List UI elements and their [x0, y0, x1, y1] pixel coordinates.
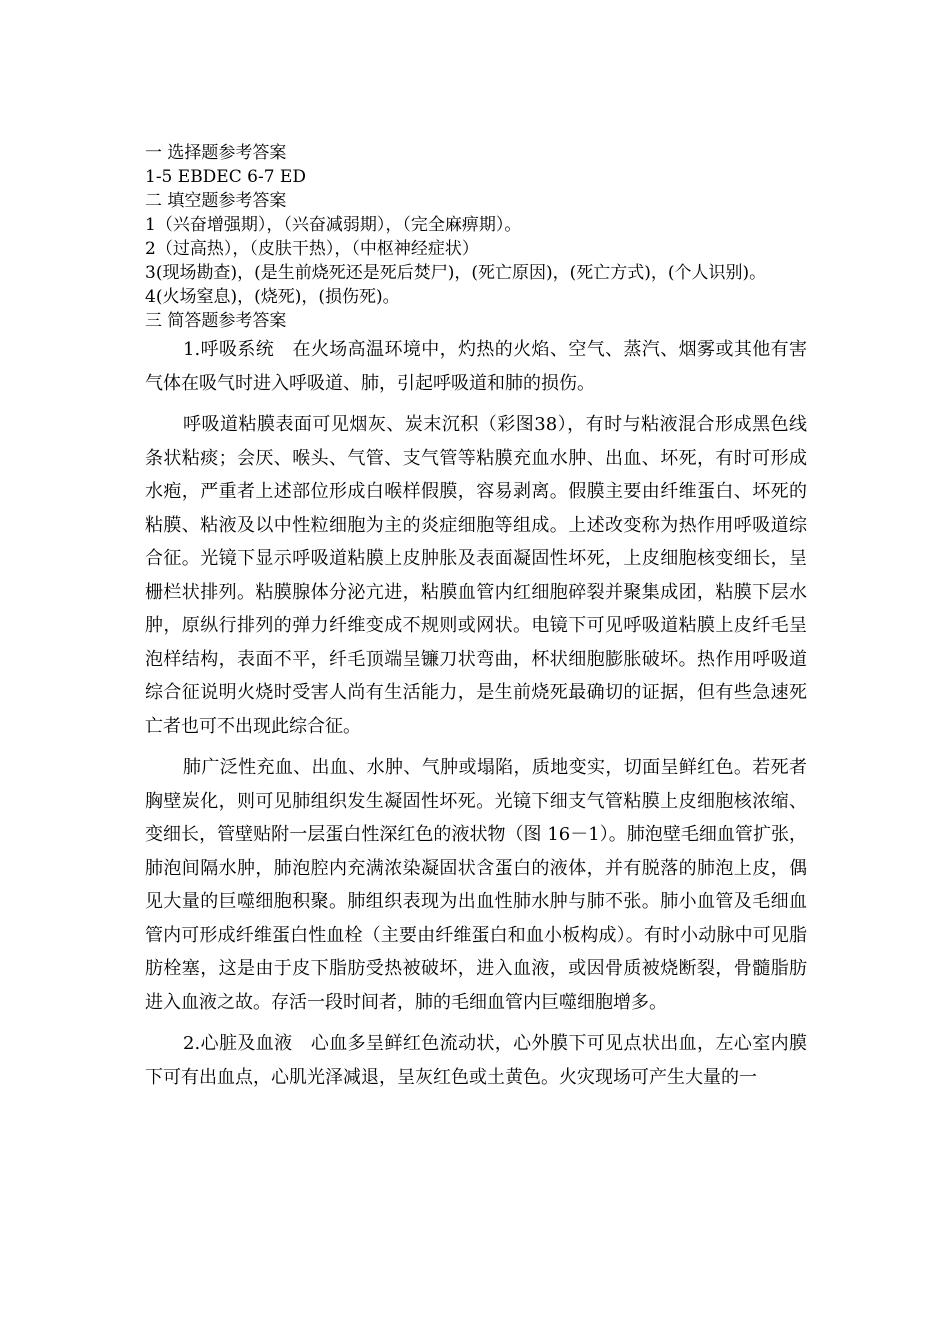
multiple-choice-answers: 1-5 EBDEC 6-7 ED: [145, 167, 306, 187]
fill-answer-1: 1（兴奋增强期），（兴奋减弱期），（完全麻痹期）。: [145, 215, 522, 235]
paragraph-lung: 肺广泛性充血、出血、水肿、气肿或塌陷，质地变实，切面呈鲜红色。若死者胸壁炭化，则可见肺组织发生凝固性坏死。光镜下细支气管粘膜上皮细胞核浓缩、变细长，管壁贴附一层蛋白性深红色的液状物（图 16－1）。肺泡壁毛细血管扩张，肺泡间隔水肿，肺泡腔内充满浓染凝固状含蛋白的液体，并有脱落的肺泡上皮，偶见大量的巨噬细胞积聚。肺组织表现为出血性肺水肿与肺不张。肺小血管及毛细血管内可形成纤维蛋白性血栓（主要由纤维蛋白和血小板构成）。有时小动脉中可见脂肪栓塞，这是由于皮下脂肪受热被破坏，进入血液，或因骨质被烧断裂，骨髓脂肪进入血液之故。存活一段时间者，肺的毛细血管内巨噬细胞增多。: [145, 757, 807, 1013]
section-heading-fill-in: 二 填空题参考答案: [145, 191, 287, 211]
fill-answer-2: 2（过高热），（皮肤干热），（中枢神经症状）: [145, 239, 479, 259]
document-page: [145, 141, 807, 1094]
section-heading-short-answer: 三 简答题参考答案: [145, 311, 287, 331]
paragraph-airway-mucosa: 呼吸道粘膜表面可见烟灰、炭末沉积（彩图38），有时与粘液混合形成黑色线条状粘痰；会厌、喉头、气管、支气管等粘膜充血水肿、出血、坏死，有时可形成水疱，严重者上述部位形成白喉样假膜，容易剥离。假膜主要由纤维蛋白、坏死的粘膜、粘液及以中性粒细胞为主的炎症细胞等组成。上述改变称为热作用呼吸道综合征。光镜下显示呼吸道粘膜上皮肿胀及表面凝固性坏死，上皮细胞核变细长，呈栅栏状排列。粘膜腺体分泌亢进，粘膜血管内红细胞碎裂并聚集成团，粘膜下层水肿，原纵行排列的弹力纤维变成不规则或网状。电镜下可见呼吸道粘膜上皮纤毛呈泡样结构，表面不平，纤毛顶端呈镰刀状弯曲，杯状细胞膨胀破坏。热作用呼吸道综合征说明火烧时受害人尚有生活能力，是生前烧死最确切的证据，但有些急速死亡者也可不出现此综合征。: [145, 414, 807, 737]
paragraph-respiratory-system: 1.呼吸系统 在火场高温环境中，灼热的火焰、空气、蒸汽、烟雾或其他有害气体在吸气时进入呼吸道、肺，引起呼吸道和肺的损伤。: [145, 339, 807, 394]
fill-answer-3: 3(现场勘查)，(是生前烧死还是死后焚尸)，(死亡原因)，(死亡方式)，(个人识别)。: [145, 263, 767, 283]
fill-answer-4: 4(火场窒息)，(烧死)，(损伤死)。: [145, 287, 400, 307]
paragraph-heart-blood: 2.心脏及血液 心血多呈鲜红色流动状，心外膜下可见点状出血，左心室内膜下可有出血点，心肌光泽减退，呈灰红色或土黄色。火灾现场可产生大量的一: [145, 1033, 807, 1088]
section-heading-multiple-choice: 一 选择题参考答案: [145, 143, 287, 163]
